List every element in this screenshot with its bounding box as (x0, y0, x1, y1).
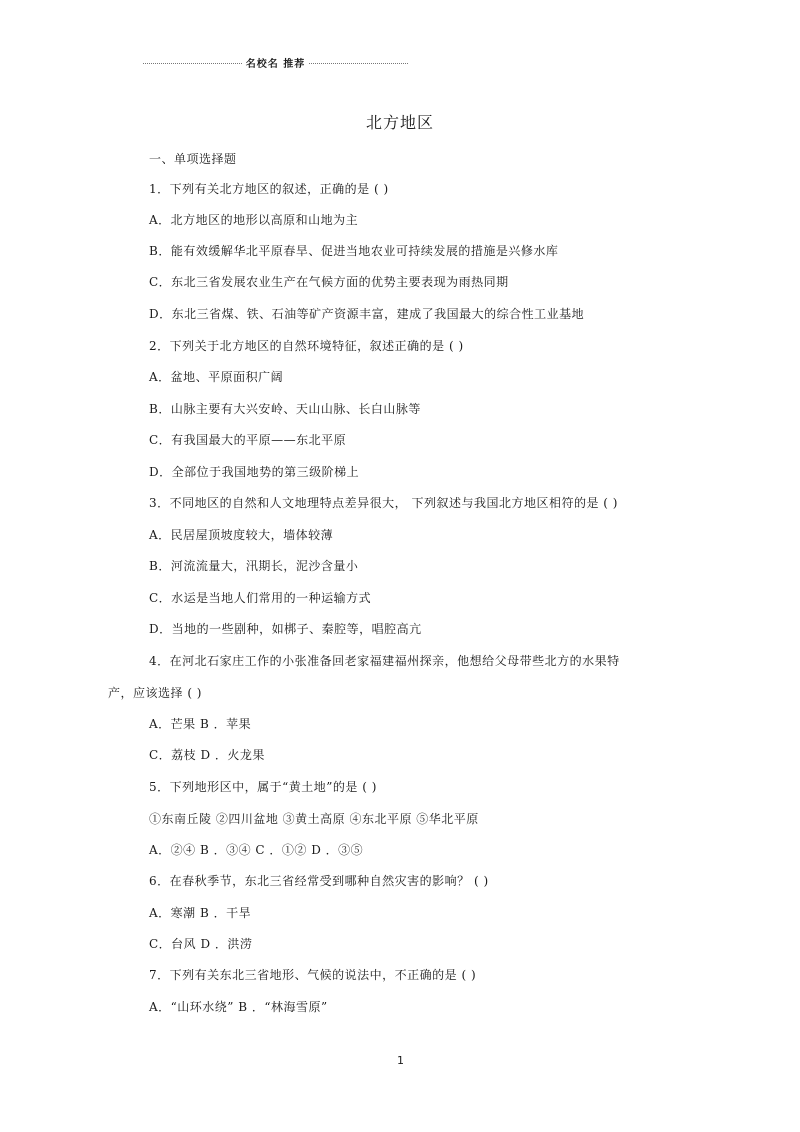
q2-option-b: B．山脉主要有大兴安岭、天山山脉、长白山脉等 (149, 402, 421, 416)
q6-options-ab: A．寒潮 B ．干旱 (149, 906, 252, 920)
question-3: 3．不同地区的自然和人文地理特点差异很大， 下列叙述与我国北方地区相符的是 ( ) (149, 496, 618, 510)
question-5: 5．下列地形区中，属于“黄土地”的是 ( ) (149, 780, 377, 794)
question-4: 4．在河北石家庄工作的小张准备回老家福建福州探亲，他想给父母带些北方的水果特 (149, 654, 620, 668)
q3-option-c: C．水运是当地人们常用的一种运输方式 (149, 591, 372, 605)
section-heading: 一、单项选择题 (149, 152, 237, 166)
question-6: 6．在春秋季节，东北三省经常受到哪种自然灾害的影响？ ( ) (149, 874, 489, 888)
document-title: 北方地区 (365, 113, 434, 132)
q1-option-b: B．能有效缓解华北平原春旱、促进当地农业可持续发展的措施是兴修水库 (149, 244, 559, 258)
q6-options-cd: C．台风 D ．洪涝 (149, 937, 253, 951)
q1-option-c: C．东北三省发展农业生产在气候方面的优势主要表现为雨热同期 (149, 275, 509, 289)
q2-option-a: A．盆地、平原面积广阔 (149, 370, 284, 384)
header-dotted-line-left (143, 63, 242, 64)
header-label: 名校名 推荐 (245, 58, 306, 70)
q4-options-cd: C．荔枝 D ．火龙果 (149, 748, 265, 762)
page-header (143, 55, 408, 69)
page-number: 1 (397, 1054, 404, 1067)
question-2: 2．下列关于北方地区的自然环境特征，叙述正确的是 ( ) (149, 339, 464, 353)
q5-landforms: ①东南丘陵 ②四川盆地 ③黄土高原 ④东北平原 ⑤华北平原 (149, 812, 479, 826)
question-4-continued: 产，应该选择 ( ) (108, 686, 202, 700)
q3-option-b: B．河流流量大，汛期长，泥沙含量小 (149, 559, 359, 573)
q2-option-c: C．有我国最大的平原——东北平原 (149, 433, 347, 447)
question-1: 1．下列有关北方地区的叙述，正确的是 ( ) (149, 182, 389, 196)
q4-options-ab: A．芒果 B ．苹果 (149, 717, 252, 731)
q3-option-d: D．当地的一些剧种，如梆子、秦腔等，唱腔高亢 (149, 622, 422, 636)
q3-option-a: A．民居屋顶坡度较大，墙体较薄 (149, 528, 334, 542)
q1-option-d: D．东北三省煤、铁、石油等矿产资源丰富，建成了我国最大的综合性工业基地 (149, 307, 585, 321)
question-7: 7．下列有关东北三省地形、气候的说法中，不正确的是 ( ) (149, 968, 477, 982)
q2-option-d: D．全部位于我国地势的第三级阶梯上 (149, 465, 360, 479)
q7-options-ab: A．“山环水绕” B ．“林海雪原” (149, 1000, 328, 1014)
header-dotted-line-right (309, 63, 408, 64)
q5-options: A．②④ B ．③④ C ．①② D ．③⑤ (149, 843, 364, 857)
q1-option-a: A．北方地区的地形以高原和山地为主 (149, 213, 359, 227)
